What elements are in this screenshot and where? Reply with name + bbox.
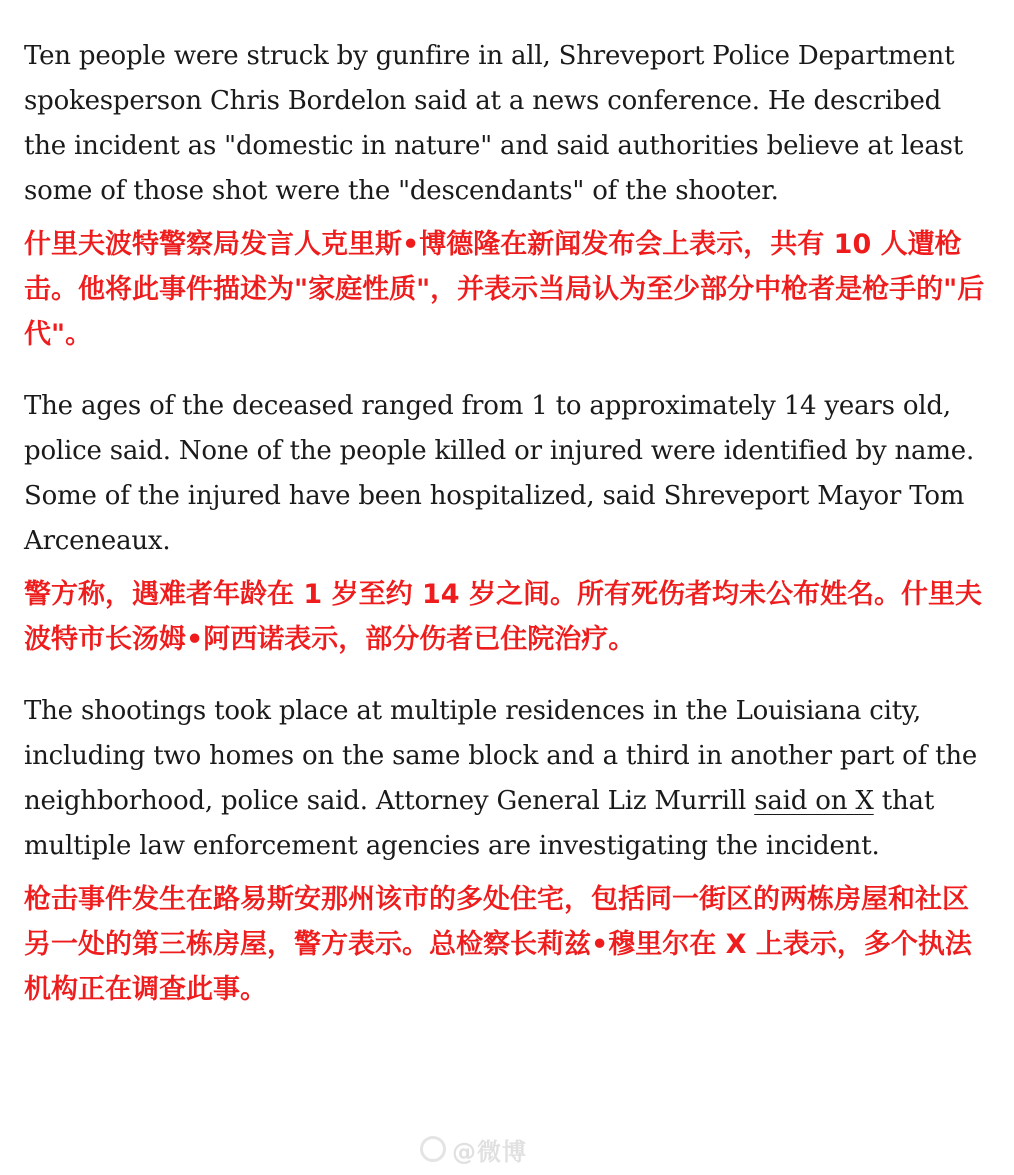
paragraph-english-2: The ages of the deceased ranged from 1 to approximately 14 years old, police said. None of the people killed or injured were identified by name. Some of the injured have been hospitalized, said Shreveport Mayor Tom Arceneaux. [24,391,975,556]
weibo-logo-icon [420,1136,446,1162]
watermark [420,1132,527,1166]
paragraph-chinese-3: 枪击事件发生在路易斯安那州该市的多处住宅，包括同一街区的两栋房屋和社区另一处的第三栋房屋，警方表示。总检察长莉兹•穆里尔在 X 上表示，多个执法机构正在调查此事。 [24,884,972,1005]
paragraph-english-3-text-before: The shootings took place at multiple residences in the Louisiana city, including two homes on the same block and a third in another part of the neighborhood, police said. Attorney General Liz Murrill [24,696,978,816]
paragraph-chinese-1: 什里夫波特警察局发言人克里斯•博德隆在新闻发布会上表示，共有 10 人遭枪击。他将此事件描述为"家庭性质"，并表示当局认为至少部分中枪者是枪手的"后代"。 [24,229,985,350]
watermark-text: @微博 [452,1137,527,1166]
said-on-x-link[interactable]: said on X [754,786,874,816]
paragraph-english-1: Ten people were struck by gunfire in all, Shreveport Police Department spokesperson Chris Bordelon said at a news conference. He described the incident as "domestic in nature" and said authorities believe at least some of those shot were the "descendants" of the shooter. [24,41,964,206]
paragraph-english-3-text-after: that multiple law enforcement agencies are investigating the incident. [24,786,935,861]
paragraph-chinese-2: 警方称，遇难者年龄在 1 岁至约 14 岁之间。所有死伤者均未公布姓名。什里夫波特市长汤姆•阿西诺表示，部分伤者已住院治疗。 [24,579,982,655]
article-body [24,34,990,1012]
paragraph-english-3 [24,689,990,869]
